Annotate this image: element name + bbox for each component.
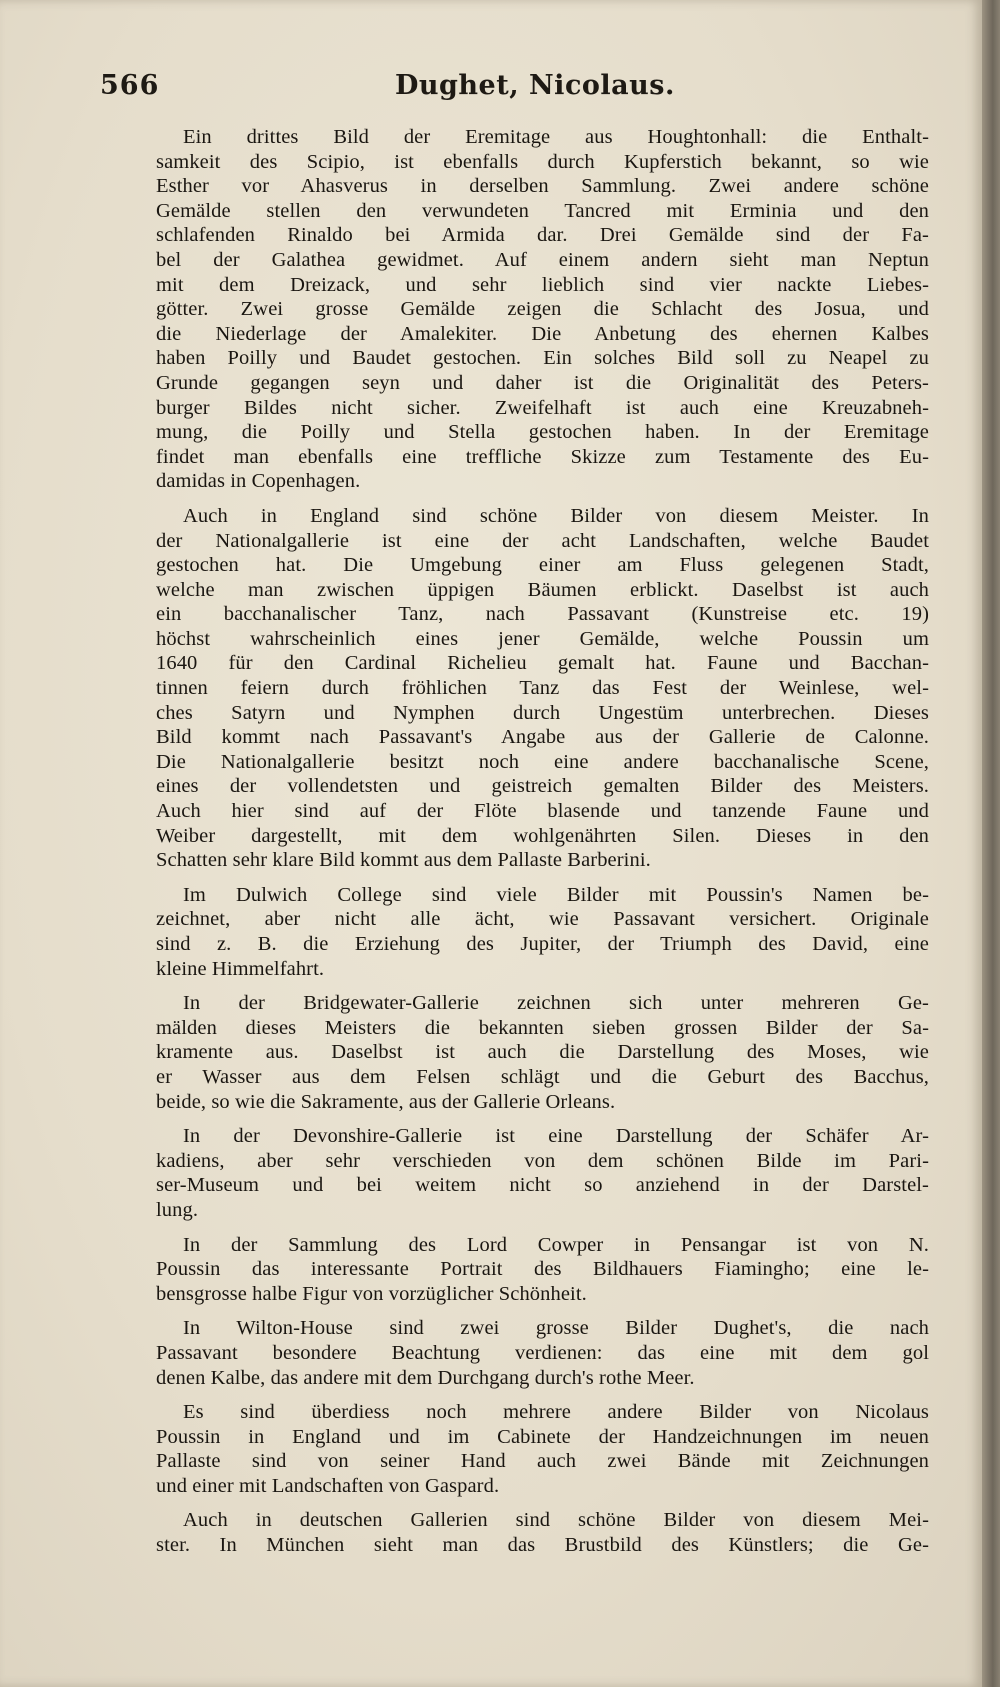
text-line: höchst wahrscheinlich eines jener Gemälde, welche Poussin um bbox=[156, 627, 929, 650]
text-line: zeichnet, aber nicht alle ächt, wie Passavant versichert. Originale bbox=[156, 908, 929, 931]
text-line: mälden dieses Meisters die bekannten sieben grossen Bilder der Sa- bbox=[156, 1016, 929, 1039]
paragraph bbox=[156, 1233, 929, 1307]
text-line: Auch in deutschen Gallerien sind schöne Bilder von diesem Mei- bbox=[183, 1509, 929, 1532]
paragraph bbox=[156, 1508, 929, 1557]
text-line: ser-Museum und bei weitem nicht so anziehend in der Darstel- bbox=[156, 1174, 929, 1197]
text-line: Schatten sehr klare Bild kommt aus dem Pallaste Barberini. bbox=[156, 849, 651, 872]
text-line: er Wasser aus dem Felsen schlägt und die Geburt des Bacchus, bbox=[156, 1065, 929, 1088]
text-line: denen Kalbe, das andere mit dem Durchgang durch's rothe Meer. bbox=[156, 1366, 695, 1389]
text-line: kramente aus. Daselbst ist auch die Darstellung des Moses, wie bbox=[156, 1041, 929, 1064]
text-line: bel der Galathea gewidmet. Auf einem andern sieht man Neptun bbox=[156, 248, 929, 271]
text-line: welche man zwischen üppigen Bäumen erblickt. Daselbst ist auch bbox=[156, 578, 929, 601]
text-line: In Wilton-House sind zwei grosse Bilder Dughet's, die nach bbox=[183, 1317, 929, 1340]
paragraph bbox=[156, 504, 929, 873]
text-line: In der Sammlung des Lord Cowper in Pensangar ist von N. bbox=[183, 1233, 929, 1256]
text-line: damidas in Copenhagen. bbox=[156, 470, 361, 493]
text-line: samkeit des Scipio, ist ebenfalls durch Kupferstich bekannt, so wie bbox=[156, 150, 929, 173]
text-line: In der Devonshire-Gallerie ist eine Darstellung der Schäfer Ar- bbox=[183, 1125, 929, 1148]
text-line: burger Bildes nicht sicher. Zweifelhaft ist auch eine Kreuzabneh- bbox=[156, 396, 929, 419]
page-number: 566 bbox=[100, 70, 160, 101]
text-line: kleine Himmelfahrt. bbox=[156, 957, 325, 980]
running-head: Dughet, Nicolaus. bbox=[395, 70, 675, 101]
text-line: eines der vollendetsten und geistreich gemalten Bilder des Meisters. bbox=[156, 775, 929, 798]
text-line: Poussin in England und im Cabinete der Handzeichnungen im neuen bbox=[156, 1425, 929, 1448]
text-line: Weiber dargestellt, mit dem wohlgenährten Silen. Dieses in den bbox=[156, 824, 929, 847]
paragraph bbox=[156, 125, 929, 494]
text-line: ein bacchanalischer Tanz, nach Passavant (Kunstreise etc. 19) bbox=[156, 603, 929, 626]
text-line: die Niederlage der Amalekiter. Die Anbetung des ehernen Kalbes bbox=[156, 322, 929, 345]
text-line: götter. Zwei grosse Gemälde zeigen die Schlacht des Josua, und bbox=[156, 298, 929, 321]
book-gutter bbox=[982, 0, 1000, 1687]
paragraph bbox=[156, 1124, 929, 1222]
text-line: ches Satyrn und Nymphen durch Ungestüm unterbrechen. Dieses bbox=[156, 701, 929, 724]
paragraph bbox=[156, 991, 929, 1114]
text-line: haben Poilly und Baudet gestochen. Ein solches Bild soll zu Neapel zu bbox=[156, 347, 929, 370]
text-line: bensgrosse halbe Figur von vorzüglicher Schönheit. bbox=[156, 1282, 587, 1305]
paragraph bbox=[156, 1316, 929, 1390]
text-line: gestochen hat. Die Umgebung einer am Fluss gelegenen Stadt, bbox=[156, 554, 929, 577]
text-line: schlafenden Rinaldo bei Armida dar. Drei Gemälde sind der Fa- bbox=[156, 224, 929, 247]
paragraph bbox=[156, 1400, 929, 1498]
text-line: In der Bridgewater-Gallerie zeichnen sich unter mehreren Ge- bbox=[183, 992, 929, 1015]
text-line: Auch hier sind auf der Flöte blasende und tanzende Faune und bbox=[156, 800, 929, 823]
text-line: Die Nationalgallerie besitzt noch eine andere bacchanalische Scene, bbox=[156, 750, 929, 773]
text-line: mung, die Poilly und Stella gestochen haben. In der Eremitage bbox=[156, 421, 929, 444]
text-line: Passavant besondere Beachtung verdienen: das eine mit dem gol bbox=[156, 1341, 929, 1364]
text-line: Gemälde stellen den verwundeten Tancred mit Erminia und den bbox=[156, 199, 929, 222]
text-line: ster. In München sieht man das Brustbild des Künstlers; die Ge- bbox=[156, 1534, 929, 1557]
page-header bbox=[100, 70, 940, 110]
text-line: Grunde gegangen seyn und daher ist die Originalität des Peters- bbox=[156, 371, 929, 394]
text-line: Bild kommt nach Passavant's Angabe aus der Gallerie de Calonne. bbox=[156, 726, 929, 749]
body-text bbox=[156, 125, 929, 1568]
text-line: tinnen feiern durch fröhlichen Tanz das Fest der Weinlese, wel- bbox=[156, 677, 929, 700]
text-line: und einer mit Landschaften von Gaspard. bbox=[156, 1474, 500, 1497]
text-line: Auch in England sind schöne Bilder von diesem Meister. In bbox=[183, 504, 929, 527]
text-line: Poussin das interessante Portrait des Bildhauers Fiamingho; eine le- bbox=[156, 1258, 929, 1281]
paragraph bbox=[156, 883, 929, 981]
text-line: Ein drittes Bild der Eremitage aus Houghtonhall: die Enthalt- bbox=[183, 126, 929, 148]
text-line: Esther vor Ahasverus in derselben Sammlung. Zwei andere schöne bbox=[156, 175, 929, 198]
text-line: kadiens, aber sehr verschieden von dem schönen Bilde im Pari- bbox=[156, 1149, 929, 1172]
text-line: Es sind überdiess noch mehrere andere Bilder von Nicolaus bbox=[183, 1401, 929, 1424]
text-line: sind z. B. die Erziehung des Jupiter, der Triumph des David, eine bbox=[156, 933, 929, 955]
text-line: lung. bbox=[156, 1198, 199, 1221]
text-line: Pallaste sind von seiner Hand auch zwei Bände mit Zeichnungen bbox=[156, 1450, 929, 1473]
text-line: Im Dulwich College sind viele Bilder mit Poussin's Namen be- bbox=[183, 883, 929, 906]
text-line: 1640 für den Cardinal Richelieu gemalt hat. Faune und Bacchan- bbox=[156, 652, 929, 675]
text-line: beide, so wie die Sakramente, aus der Gallerie Orleans. bbox=[156, 1090, 616, 1113]
text-line: findet man ebenfalls eine treffliche Skizze zum Testamente des Eu- bbox=[156, 445, 929, 468]
text-line: mit dem Dreizack, und sehr lieblich sind vier nackte Liebes- bbox=[156, 273, 929, 296]
text-line: der Nationalgallerie ist eine der acht Landschaften, welche Baudet bbox=[156, 529, 929, 552]
